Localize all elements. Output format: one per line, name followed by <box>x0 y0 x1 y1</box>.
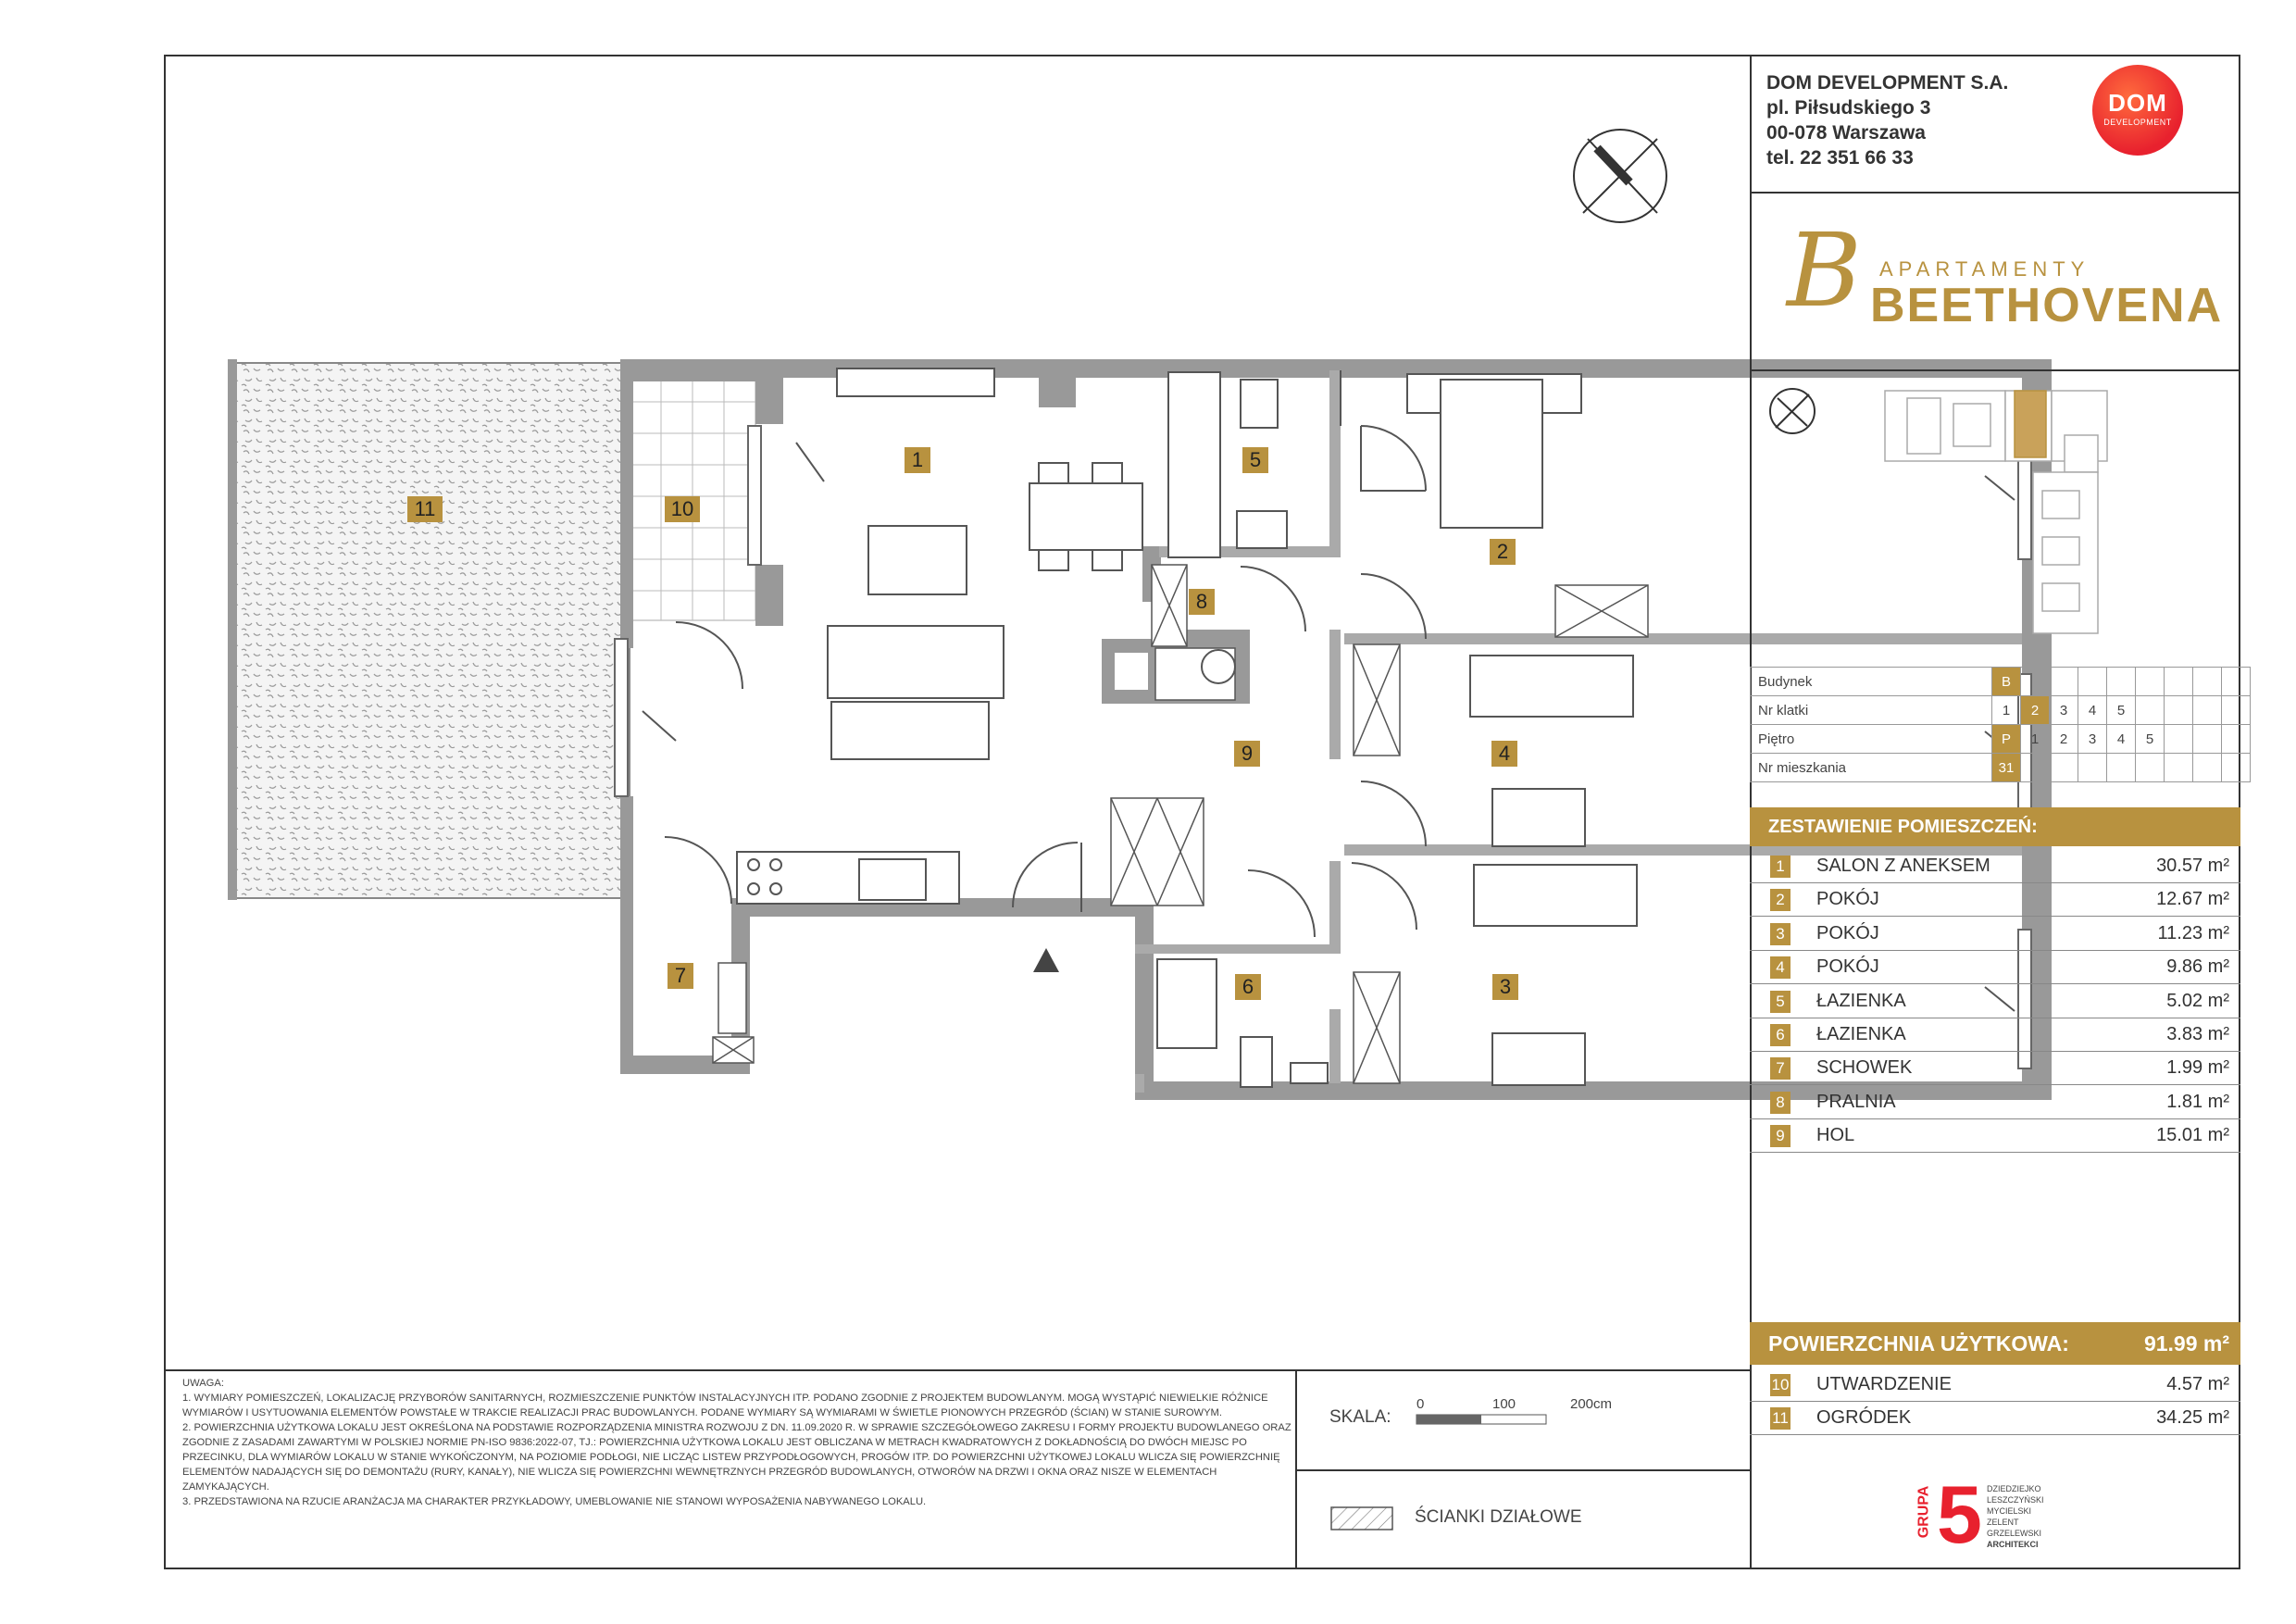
room-number: 2 <box>1770 889 1791 911</box>
room-area: 12.67 m² <box>2156 889 2229 910</box>
room-row <box>1750 918 2240 951</box>
room-row <box>1750 1018 2240 1052</box>
room-number: 11 <box>1770 1407 1791 1430</box>
location-cell <box>2193 754 2222 782</box>
location-cell <box>2136 696 2165 725</box>
scale-tick-100: 100 <box>1492 1396 1516 1412</box>
location-cell <box>2050 668 2078 696</box>
dom-development-logo: DOM DEVELOPMENT <box>2092 65 2183 156</box>
scale-label: SKALA: <box>1329 1407 1391 1427</box>
room-name: HOL <box>1816 1125 1855 1146</box>
location-cell <box>2078 668 2107 696</box>
garden-area <box>233 363 630 898</box>
scale-bar <box>1416 1415 1546 1424</box>
room-area: 4.57 m² <box>2166 1374 2229 1394</box>
room-area: 3.83 m² <box>2166 1024 2229 1044</box>
company-name: DOM DEVELOPMENT S.A. <box>1766 72 2009 94</box>
architect-name: GRZELEWSKI <box>1987 1529 2042 1538</box>
plan-label-4: 4 <box>1491 741 1517 767</box>
room-row <box>1750 1402 2240 1435</box>
plan-label-1: 1 <box>905 447 930 473</box>
room-name: POKÓJ <box>1816 922 1879 943</box>
location-cell <box>2222 668 2251 696</box>
location-cell <box>2193 668 2222 696</box>
location-cell <box>2165 668 2193 696</box>
room-number: 1 <box>1770 856 1791 878</box>
rooms-heading: ZESTAWIENIE POMIESZCZEŃ: <box>1750 807 2240 846</box>
plan-label-10: 10 <box>665 496 700 522</box>
plan-label-3: 3 <box>1492 974 1518 1000</box>
legend-label: ŚCIANKI DZIAŁOWE <box>1415 1507 1582 1527</box>
location-cell: 31 <box>1992 754 2021 782</box>
room-row <box>1750 985 2240 1018</box>
room-row <box>1750 1119 2240 1153</box>
room-number: 5 <box>1770 991 1791 1013</box>
entrance-marker <box>1033 948 1059 972</box>
company-city: 00-078 Warszawa <box>1766 122 1926 144</box>
location-cell: 4 <box>2107 725 2136 754</box>
location-row-label: Nr klatki <box>1751 696 1992 725</box>
location-cell <box>2165 696 2193 725</box>
room-row <box>1750 1086 2240 1119</box>
location-cell <box>2193 725 2222 754</box>
location-cell: B <box>1992 668 2021 696</box>
architect-name: DZIEDZIEJKO <box>1987 1484 2041 1493</box>
room-number: 7 <box>1770 1057 1791 1080</box>
architect-name: ZELENT <box>1987 1518 2019 1527</box>
location-cell <box>2021 754 2050 782</box>
room-name: ŁAZIENKA <box>1816 1024 1906 1044</box>
location-row-label: Nr mieszkania <box>1751 754 1992 782</box>
location-row-label: Piętro <box>1751 725 1992 754</box>
location-row <box>1751 754 2251 782</box>
room-name: SCHOWEK <box>1816 1057 1913 1079</box>
room-area: 15.01 m² <box>2156 1125 2229 1146</box>
architect-logo <box>1915 1468 2102 1560</box>
usable-area-label: POWIERZCHNIA UŻYTKOWA: <box>1768 1331 2069 1355</box>
location-table <box>1750 667 2251 782</box>
room-number: 10 <box>1770 1374 1791 1396</box>
location-cell: 2 <box>2050 725 2078 754</box>
room-name: OGRÓDEK <box>1816 1407 1912 1429</box>
room-name: ŁAZIENKA <box>1816 990 1906 1011</box>
architect-name: LESZCZYŃSKI <box>1987 1495 2044 1505</box>
location-cell <box>2165 725 2193 754</box>
architect-name: MYCIELSKI <box>1987 1506 2032 1516</box>
location-cell: 3 <box>2078 725 2107 754</box>
location-cell <box>2078 754 2107 782</box>
room-area: 1.81 m² <box>2166 1091 2229 1112</box>
grupa-label: GRUPA <box>1915 1485 1932 1539</box>
scale-tick-0: 0 <box>1416 1396 1425 1412</box>
location-cell: 3 <box>2050 696 2078 725</box>
location-cell <box>2107 754 2136 782</box>
location-cell <box>2222 696 2251 725</box>
room-area: 9.86 m² <box>2166 956 2229 978</box>
note-3: 3. PRZEDSTAWIONA NA RZUCIE ARANŻACJA MA CHARAKTER PRZYKŁADOWY, UMEBLOWANIE NIE STANOWI WYPOSAŻENIA NABYWANEGO LOKALU. <box>182 1496 927 1507</box>
location-cell <box>2165 754 2193 782</box>
location-row <box>1751 696 2251 725</box>
room-number: 6 <box>1770 1024 1791 1046</box>
grupa-five: 5 <box>1937 1468 1982 1560</box>
location-cell <box>2050 754 2078 782</box>
north-arrow <box>1574 130 1666 222</box>
company-phone: tel. 22 351 66 33 <box>1766 147 1914 169</box>
plan-label-2: 2 <box>1490 539 1516 565</box>
plan-label-6: 6 <box>1235 974 1261 1000</box>
architect-names <box>1987 1483 2044 1550</box>
location-cell: 5 <box>2107 696 2136 725</box>
plan-label-5: 5 <box>1242 447 1268 473</box>
room-area: 1.99 m² <box>2166 1057 2229 1079</box>
usable-area-bar <box>1750 1322 2240 1365</box>
usable-area-value: 91.99 m² <box>2143 1331 2229 1355</box>
room-row <box>1750 1368 2240 1402</box>
notes <box>182 1376 1293 1509</box>
brand-monogram: B <box>1787 211 1862 330</box>
room-number: 3 <box>1770 923 1791 945</box>
room-row <box>1750 850 2240 883</box>
plan-label-11: 11 <box>407 496 443 522</box>
location-cell <box>2193 696 2222 725</box>
terrace-tiles <box>630 370 755 620</box>
room-area: 5.02 m² <box>2166 990 2229 1011</box>
location-cell <box>2136 668 2165 696</box>
room-number: 4 <box>1770 956 1791 979</box>
location-cell <box>2222 754 2251 782</box>
room-area: 11.23 m² <box>2157 922 2229 943</box>
room-number: 8 <box>1770 1092 1791 1114</box>
company-address: pl. Piłsudskiego 3 <box>1766 97 1931 119</box>
company-info <box>1766 70 2008 170</box>
legend-swatch <box>1331 1507 1392 1530</box>
location-cell <box>2021 668 2050 696</box>
location-cell: 4 <box>2078 696 2107 725</box>
location-cell: P <box>1992 725 2021 754</box>
brand-line2: BEETHOVENA <box>1870 279 2224 332</box>
plan-label-8: 8 <box>1189 589 1215 615</box>
location-cell: 1 <box>1992 696 2021 725</box>
room-row <box>1750 951 2240 984</box>
location-row-label: Budynek <box>1751 668 1992 696</box>
brand-line1: APARTAMENTY <box>1879 257 2090 281</box>
room-name: PRALNIA <box>1816 1091 1896 1112</box>
location-row <box>1751 725 2251 754</box>
note-1: 1. WYMIARY POMIESZCZEŃ, LOKALIZACJĘ PRZYBORÓW SANITARNYCH, ROZMIESZCZENIE PUNKTÓW INSTALACYJNYCH ITP. PODANO ZGODNIE Z PROJEKTEM BUDOWLANYM. MOGĄ WYSTĄPIĆ NIEWIELKIE RÓŻNICE WYMIARÓW I USYTUOWANIA ELEMENTÓW POWSTAŁE W TRAKCIE REALIZACJI PRAC BUDOWLANYCH. PODANE WYMIARY SĄ WYMIARAMI W ŚWIETLE PIONOWYCH PRZEGRÓD (ŚCIAN) W STANIE SUROWYM. <box>182 1393 1268 1418</box>
note-2: 2. POWIERZCHNIA UŻYTKOWA LOKALU JEST OKREŚLONA NA PODSTAWIE ROZPORZĄDZENIA MINISTRA ROZWOJU Z DN. 11.09.2020 R. W SPRAWIE SZCZEGÓŁOWEGO ZAKRESU I FORMY PROJEKTU BUDOWLANEGO ORAZ ZGODNIE Z ZASADAMI ZAWARTYMI W POLSKIEJ NORMIE PN-ISO 9836:2022-07, TJ.: POWIERZCHNIA UŻYTKOWA LOKALU JEST OBLICZANA W METRACH KWADRATOWYCH Z DOKŁADNOŚCIĄ DO DWÓCH MIEJSC PO PRZECINKU, DLA WYMIARÓW LOKALU W STANIE WYKOŃCZONYM, NA POZIOMIE PODŁOGI, NIE LICZĄC LISTEW PRZYPODŁOGOWYCH, PROGÓW ITP. DO POWIERZCHNI UŻYTKOWEJ LOKALU WLICZA SIĘ POWIERZCHNIĘ ELEMENTÓW NADAJĄCYCH SIĘ DO DEMONTAŻU (RURY, KANAŁY), NIE WLICZA SIĘ POWIERZCHNI WEWNĘTRZNYCH PRZEGRÓD BUDOWLANYCH, OTWORÓW NA DRZWI I OKNA ORAZ NISZE W ELEMENTACH ZAMYKAJĄCYCH. <box>182 1422 1292 1493</box>
location-row <box>1751 668 2251 696</box>
room-area: 34.25 m² <box>2156 1407 2229 1429</box>
room-name: POKÓJ <box>1816 889 1879 910</box>
room-area: 30.57 m² <box>2156 856 2229 876</box>
location-cell: 1 <box>2021 725 2050 754</box>
room-number: 9 <box>1770 1125 1791 1147</box>
room-name: SALON Z ANEKSEM <box>1816 856 1990 876</box>
room-row <box>1750 1052 2240 1085</box>
architect-name: ARCHITEKCI <box>1987 1540 2039 1549</box>
location-cell <box>2222 725 2251 754</box>
location-cell <box>2107 668 2136 696</box>
location-cell <box>2136 754 2165 782</box>
scale-tick-200: 200cm <box>1570 1396 1613 1412</box>
plan-label-9: 9 <box>1234 741 1260 767</box>
room-name: POKÓJ <box>1816 956 1879 978</box>
room-name: UTWARDZENIE <box>1816 1374 1952 1394</box>
notes-heading: UWAGA: <box>182 1378 224 1389</box>
location-cell: 5 <box>2136 725 2165 754</box>
plan-label-7: 7 <box>668 963 693 989</box>
room-row <box>1750 883 2240 917</box>
location-cell: 2 <box>2021 696 2050 725</box>
